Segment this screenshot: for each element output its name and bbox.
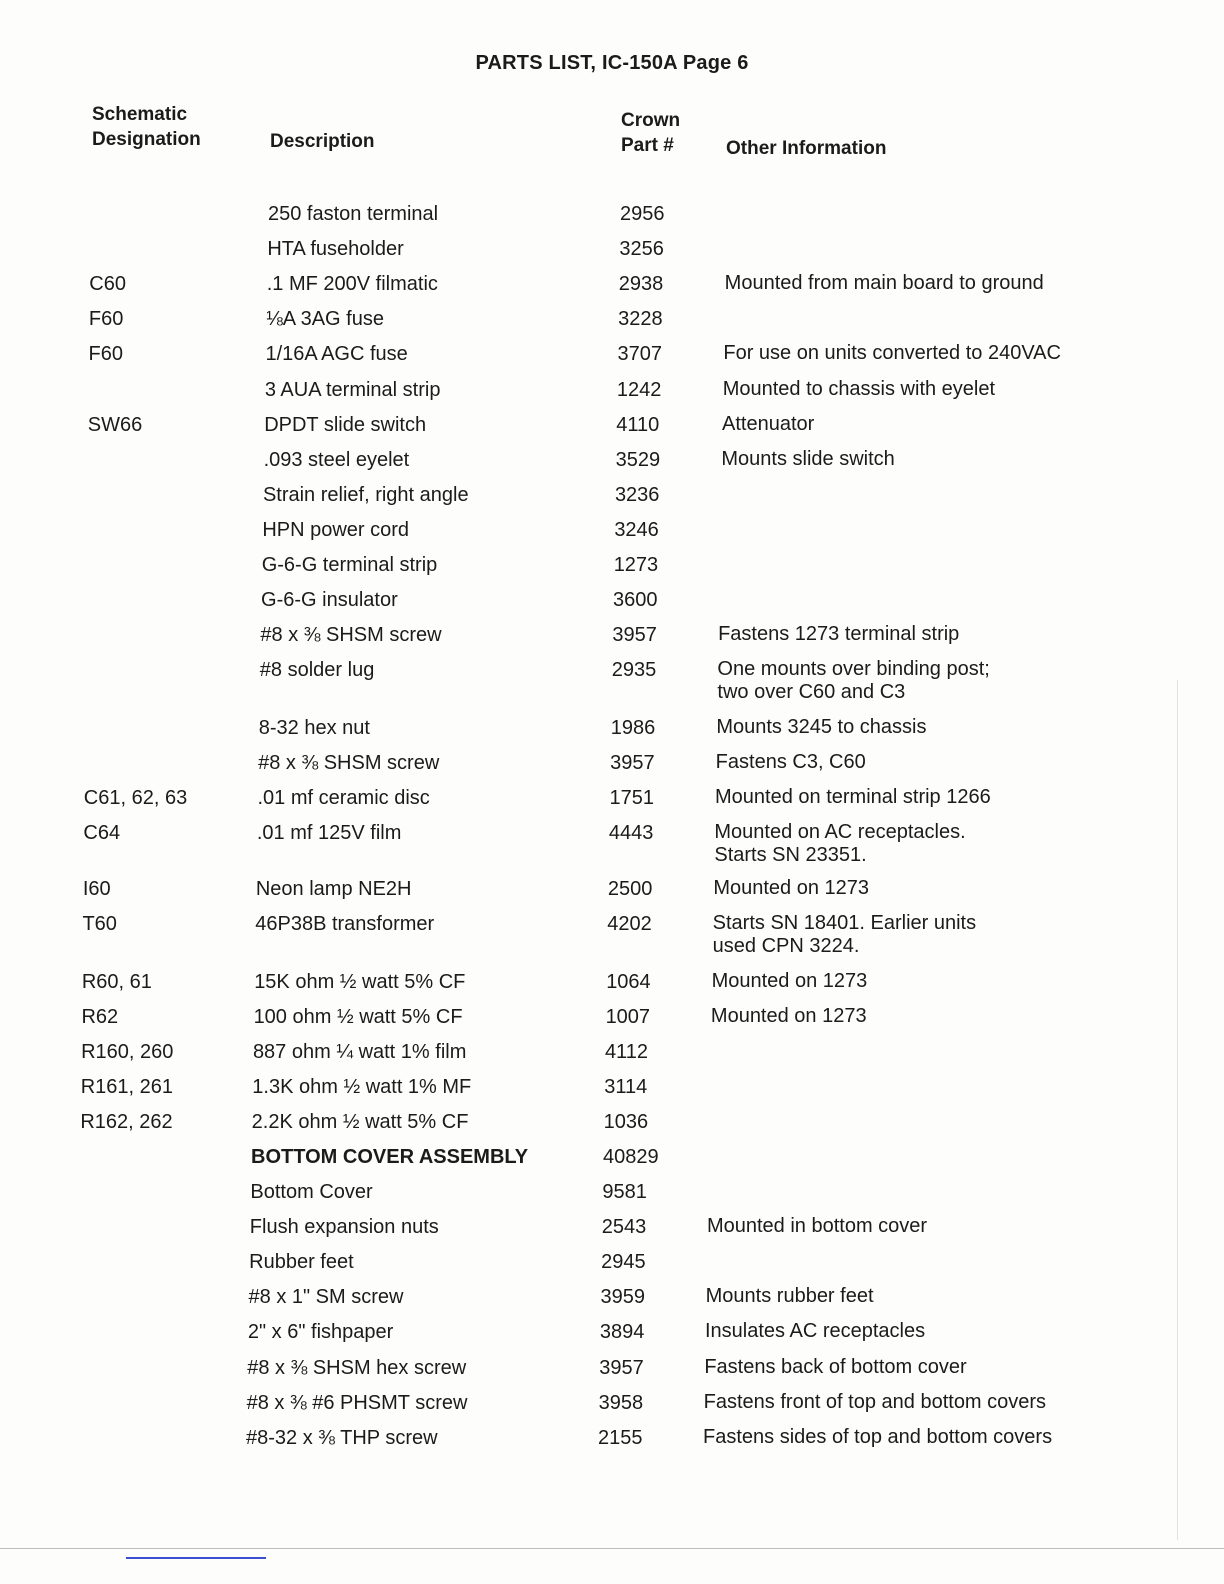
table-row	[0, 553, 1224, 587]
table-row	[0, 1145, 1224, 1179]
part-number-cell: 1064	[606, 971, 651, 993]
schematic-designation-cell: R62	[81, 1006, 119, 1028]
table-row	[0, 1180, 1224, 1214]
part-number-cell: 1273	[613, 554, 659, 576]
table-row	[0, 623, 1224, 657]
description-cell: Strain relief, right angle	[262, 484, 469, 506]
part-number-cell: 9581	[602, 1181, 647, 1203]
part-number-cell: 2945	[601, 1251, 646, 1273]
schematic-designation-cell: R161, 261	[80, 1076, 174, 1098]
part-number-cell: 4202	[607, 913, 652, 935]
part-number-cell: 3957	[612, 624, 657, 646]
table-row	[0, 970, 1224, 1004]
other-information-cell: Mounted on terminal strip 1266	[715, 786, 991, 808]
schematic-designation-cell: F60	[88, 343, 123, 365]
part-number-cell: 3958	[598, 1392, 644, 1414]
description-cell: #8-32 x ⅜ THP screw	[246, 1427, 438, 1449]
description-cell: #8 x ⅜ #6 PHSMT screw	[246, 1392, 468, 1414]
table-row	[0, 1285, 1224, 1319]
other-information-cell: Fastens front of top and bottom covers	[703, 1391, 1047, 1413]
table-row	[0, 1005, 1224, 1039]
part-number-cell: 40829	[603, 1146, 659, 1168]
table-row	[0, 1075, 1224, 1109]
header-part-line2: Part #	[621, 135, 674, 156]
table-row	[0, 518, 1224, 552]
description-cell: 887 ohm ¼ watt 1% film	[252, 1041, 467, 1063]
scan-edge-line	[1177, 680, 1178, 1540]
part-number-cell: 3529	[615, 449, 661, 471]
part-number-cell: 4110	[616, 414, 660, 436]
part-number-cell: 2956	[620, 203, 665, 225]
schematic-designation-cell: T60	[82, 913, 117, 935]
table-row	[0, 1040, 1224, 1074]
other-information-cell: Mounted from main board to ground	[724, 272, 1044, 294]
table-row	[0, 716, 1224, 750]
part-number-cell: 3957	[610, 752, 655, 774]
part-number-cell: 1751	[609, 787, 654, 809]
part-number-cell: 1036	[603, 1111, 649, 1133]
table-row	[0, 378, 1224, 412]
description-cell: .01 mf 125V film	[256, 822, 402, 844]
other-information-cell: Mounted on 1273	[711, 970, 868, 992]
part-number-cell: 3114	[604, 1076, 648, 1098]
part-number-cell: 2543	[601, 1216, 647, 1238]
schematic-designation-cell: C64	[83, 822, 121, 844]
part-number-cell: 1007	[605, 1006, 651, 1028]
part-number-cell: 3957	[599, 1357, 644, 1379]
description-cell: #8 x ⅜ SHSM screw	[258, 752, 440, 774]
description-cell: Bottom Cover	[250, 1181, 373, 1203]
description-cell: Neon lamp NE2H	[255, 878, 412, 900]
part-number-cell: 2938	[618, 273, 664, 295]
header-part-line1: Crown	[621, 110, 681, 131]
description-cell: 46P38B transformer	[255, 913, 435, 935]
other-information-cell: One mounts over binding post; two over C60 and C3	[717, 658, 990, 703]
description-cell: 250 faston terminal	[268, 203, 439, 225]
other-information-cell: Fastens C3, C60	[715, 751, 866, 773]
description-cell: #8 solder lug	[259, 659, 375, 681]
schematic-designation-cell: R160, 260	[81, 1041, 174, 1063]
description-cell: .093 steel eyelet	[263, 449, 410, 471]
schematic-designation-cell: C60	[89, 273, 126, 295]
table-row	[0, 821, 1224, 866]
other-information-cell: For use on units converted to 240VAC	[723, 342, 1061, 364]
part-number-cell: 3236	[614, 484, 660, 506]
table-row	[0, 1250, 1224, 1284]
table-row	[0, 751, 1224, 785]
schematic-designation-cell: C61, 62, 63	[83, 787, 188, 809]
table-row	[0, 1110, 1224, 1144]
part-number-cell: 3894	[599, 1321, 645, 1343]
other-information-cell: Mounted on 1273	[710, 1005, 867, 1027]
other-information-cell: Insulates AC receptacles	[704, 1320, 926, 1342]
description-cell: 1.3K ohm ½ watt 1% MF	[252, 1076, 472, 1098]
header-other-information: Other Information	[726, 138, 887, 159]
other-information-cell: Mounted in bottom cover	[706, 1215, 928, 1237]
table-row	[0, 658, 1224, 703]
part-number-cell: 3600	[613, 589, 658, 611]
other-information-cell: Mounted to chassis with eyelet	[722, 378, 996, 400]
description-cell: HPN power cord	[262, 519, 410, 541]
part-number-cell: 3228	[618, 308, 663, 330]
other-information-cell: Mounts slide switch	[721, 448, 895, 470]
header-schematic-line1: Schematic	[92, 104, 188, 125]
table-row	[0, 1426, 1224, 1460]
bottom-rule	[0, 1548, 1224, 1549]
part-number-cell: 3959	[600, 1286, 646, 1308]
part-number-cell: 1242	[616, 379, 662, 401]
part-number-cell: 4443	[608, 822, 654, 844]
description-cell: 2" x 6" fishpaper	[247, 1321, 394, 1343]
table-row	[0, 786, 1224, 820]
header-description: Description	[270, 131, 375, 152]
description-cell: 8-32 hex nut	[258, 717, 370, 739]
other-information-cell: Fastens back of bottom cover	[704, 1356, 967, 1378]
description-cell: G-6-G insulator	[261, 589, 398, 611]
table-row	[0, 877, 1224, 911]
part-number-cell: 1986	[610, 717, 656, 739]
table-row	[0, 1215, 1224, 1249]
table-row	[0, 237, 1224, 271]
part-number-cell: 3707	[617, 343, 662, 365]
description-cell: BOTTOM COVER ASSEMBLY	[251, 1146, 529, 1168]
table-row	[0, 1356, 1224, 1390]
part-number-cell: 4112	[604, 1041, 648, 1063]
other-information-cell: Mounts rubber feet	[705, 1285, 874, 1307]
schematic-designation-cell: R162, 262	[80, 1111, 173, 1133]
part-number-cell: 2935	[611, 659, 657, 681]
table-row	[0, 1320, 1224, 1354]
description-cell: 3 AUA terminal strip	[264, 379, 441, 401]
other-information-cell: Mounted on 1273	[713, 877, 869, 899]
description-cell: #8 x ⅜ SHSM hex screw	[247, 1357, 467, 1379]
description-cell: Rubber feet	[249, 1251, 354, 1273]
description-cell: ⅛A 3AG fuse	[266, 308, 384, 330]
description-cell: Flush expansion nuts	[249, 1216, 439, 1238]
table-row	[0, 307, 1224, 341]
schematic-designation-cell: R60, 61	[81, 971, 152, 993]
table-row	[0, 912, 1224, 957]
schematic-designation-cell: I60	[82, 878, 111, 900]
other-information-cell: Fastens sides of top and bottom covers	[703, 1426, 1053, 1448]
description-cell: 100 ohm ½ watt 5% CF	[253, 1006, 463, 1028]
schematic-designation-cell: F60	[88, 308, 124, 330]
description-cell: 2.2K ohm ½ watt 5% CF	[251, 1111, 469, 1133]
table-row	[0, 342, 1224, 376]
header-schematic-line2: Designation	[92, 129, 201, 150]
other-information-cell: Mounted on AC receptacles. Starts SN 23351.	[714, 821, 966, 866]
description-cell: #8 x 1" SM screw	[248, 1286, 404, 1308]
part-number-cell: 2155	[598, 1427, 643, 1449]
part-number-cell: 3246	[614, 519, 659, 541]
description-cell: .01 mf ceramic disc	[257, 787, 430, 809]
table-row	[0, 483, 1224, 517]
other-information-cell: Starts SN 18401. Earlier units used CPN 3224.	[712, 912, 977, 957]
other-information-cell: Attenuator	[722, 413, 815, 435]
part-number-cell: 2500	[607, 878, 653, 900]
page-title: PARTS LIST, IC-150A Page 6	[475, 52, 749, 74]
table-row	[0, 202, 1224, 236]
table-row	[0, 413, 1224, 447]
table-row	[0, 1391, 1224, 1425]
description-cell: 1/16A AGC fuse	[265, 343, 408, 365]
table-row	[0, 272, 1224, 306]
description-cell: G-6-G terminal strip	[261, 554, 438, 576]
description-cell: #8 x ⅜ SHSM screw	[260, 624, 442, 646]
description-cell: HTA fuseholder	[267, 238, 404, 260]
description-cell: 15K ohm ½ watt 5% CF	[254, 971, 466, 993]
table-row	[0, 448, 1224, 482]
table-row	[0, 588, 1224, 622]
part-number-cell: 3256	[619, 238, 664, 260]
description-cell: DPDT slide switch	[264, 414, 427, 436]
description-cell: .1 MF 200V filmatic	[266, 273, 438, 295]
other-information-cell: Mounts 3245 to chassis	[716, 716, 927, 738]
other-information-cell: Fastens 1273 terminal strip	[718, 623, 960, 645]
schematic-designation-cell: SW66	[87, 414, 143, 436]
blue-underline	[126, 1557, 266, 1559]
